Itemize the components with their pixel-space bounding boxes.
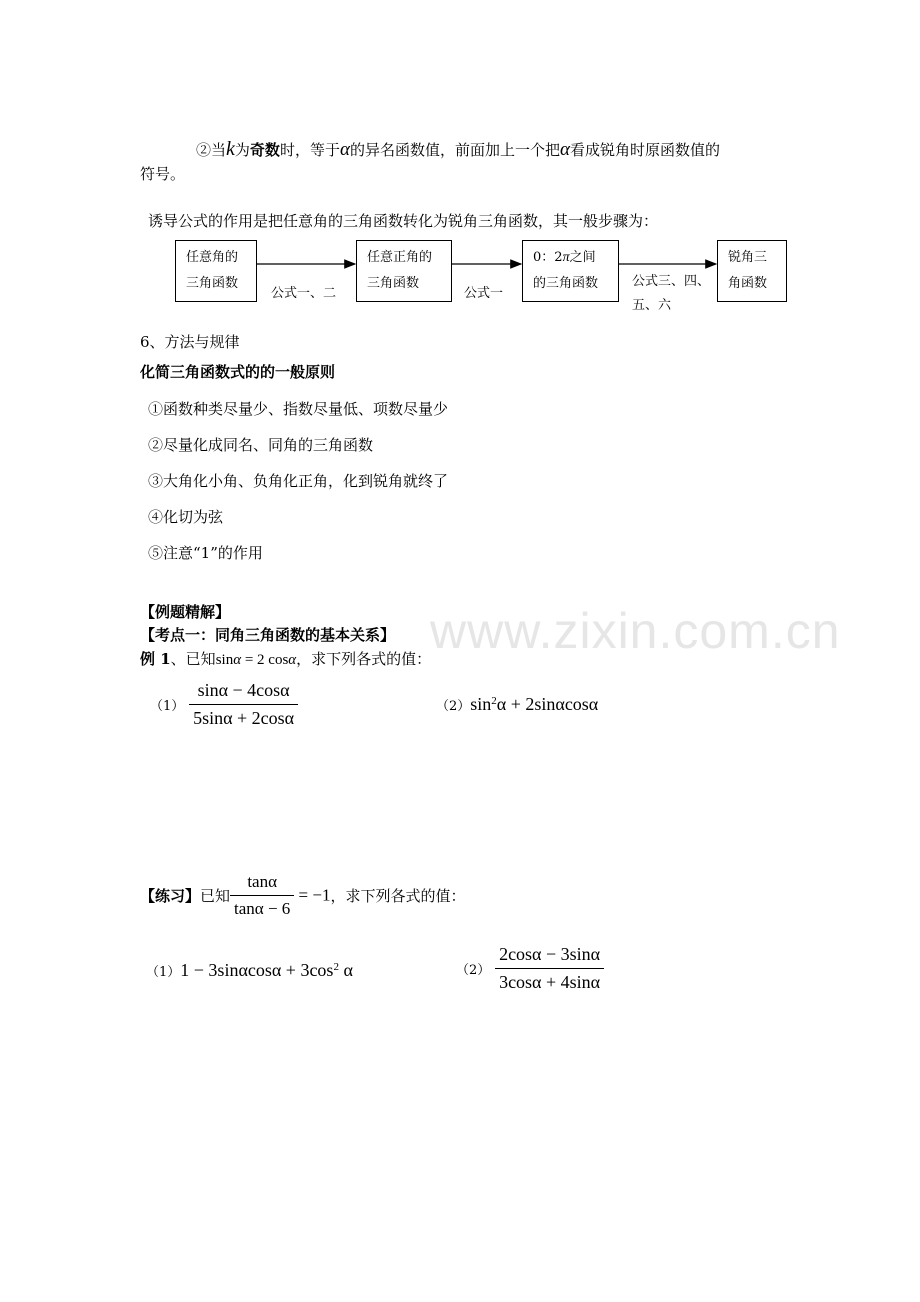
principle-item: ①函数种类尽量少、指数尽量低、项数尽量少 [148, 400, 449, 418]
principle-item: ⑤注意“1”的作用 [148, 544, 263, 562]
watermark: www.zixin.com.cn [430, 603, 841, 659]
symbol-k: k [226, 138, 235, 160]
flow-box-0-2pi: 0：2π之间 的三角函数 [522, 240, 619, 302]
rule2-odd: 奇数 [249, 141, 280, 159]
practice-label: 【练习】 [140, 887, 201, 905]
part-label: （2） [456, 963, 491, 978]
fraction [230, 872, 294, 919]
fraction-numerator: 2cosα − 3sinα [499, 944, 601, 964]
practice-part-2 [456, 944, 604, 993]
induction-intro: 诱导公式的作用是把任意角的三角函数转化为锐角三角函数，其一般步骤为： [148, 212, 659, 230]
flow-box-any-angle: 任意角的 三角函数 [175, 240, 257, 302]
flow-box-positive-angle: 任意正角的 三角函数 [356, 240, 452, 302]
flow-label-formula-1-2: 公式一、二 [271, 286, 337, 301]
principle-item: ②尽量化成同名、同角的三角函数 [148, 436, 374, 454]
fraction-numerator: tanα [247, 872, 277, 891]
principle-title: 化简三角函数式的的一般原则 [140, 363, 336, 381]
principle-item: ④化切为弦 [148, 508, 224, 526]
symbol-alpha: α [559, 139, 570, 160]
example-1-part-1 [150, 680, 298, 729]
part-label: （1） [146, 965, 181, 980]
rule2-line2: 符号。 [140, 165, 186, 183]
rule2-wei: 为 [234, 141, 250, 159]
fraction-numerator: sinα − 4cosα [197, 680, 290, 700]
rule2-mid: 时，等于 [279, 141, 340, 159]
kaodian-1-heading: 【考点一：同角三角函数的基本关系】 [140, 626, 396, 644]
flow-label-formula-3-6: 公式三、四、 五、六 [632, 274, 711, 313]
rule2-rest2: 看成锐角时原函数值的 [569, 141, 720, 159]
rule2-line1 [196, 138, 720, 161]
example-1-label: 例 1 [140, 650, 171, 668]
flow-box-acute-angle: 锐角三 角函数 [717, 240, 787, 302]
principle-item: ③大角化小角、负角化正角，化到锐角就终了 [148, 472, 449, 490]
fraction [189, 680, 298, 729]
fraction-denominator: 3cosα + 4sinα [495, 968, 604, 993]
example-1-part-2: $(2)\sin^2\alpha + 2\sin\alpha\cos\alpha$ [436, 694, 599, 714]
fraction-denominator: tanα − 6 [230, 895, 294, 919]
fraction [495, 944, 604, 993]
section-6-title: 6、方法与规律 [140, 333, 240, 351]
practice-statement: 【练习】已知 $\frac{\tan\alpha}{\tan\alpha - 6}$ = −1，求下列各式的值： [140, 872, 466, 918]
symbol-alpha: α [339, 139, 350, 160]
rule2-rest1: 的异名函数值，前面加上一个把 [349, 141, 560, 159]
part-label: （1） [150, 699, 185, 714]
rule2-prefix: ②当 [196, 141, 227, 159]
flow-label-formula-1: 公式一 [464, 286, 504, 301]
practice-part-1: $(1)1 - 3\sin\alpha\cos\alpha + 3\cos^2$ α [146, 960, 353, 980]
fraction-denominator: 5sinα + 2cosα [189, 704, 298, 729]
part-label: （2） [436, 699, 471, 714]
examples-heading: 【例题精解】 [140, 603, 231, 621]
example-1-statement: 例 1、已知sinα = 2 cosα，求下列各式的值： [140, 650, 432, 668]
